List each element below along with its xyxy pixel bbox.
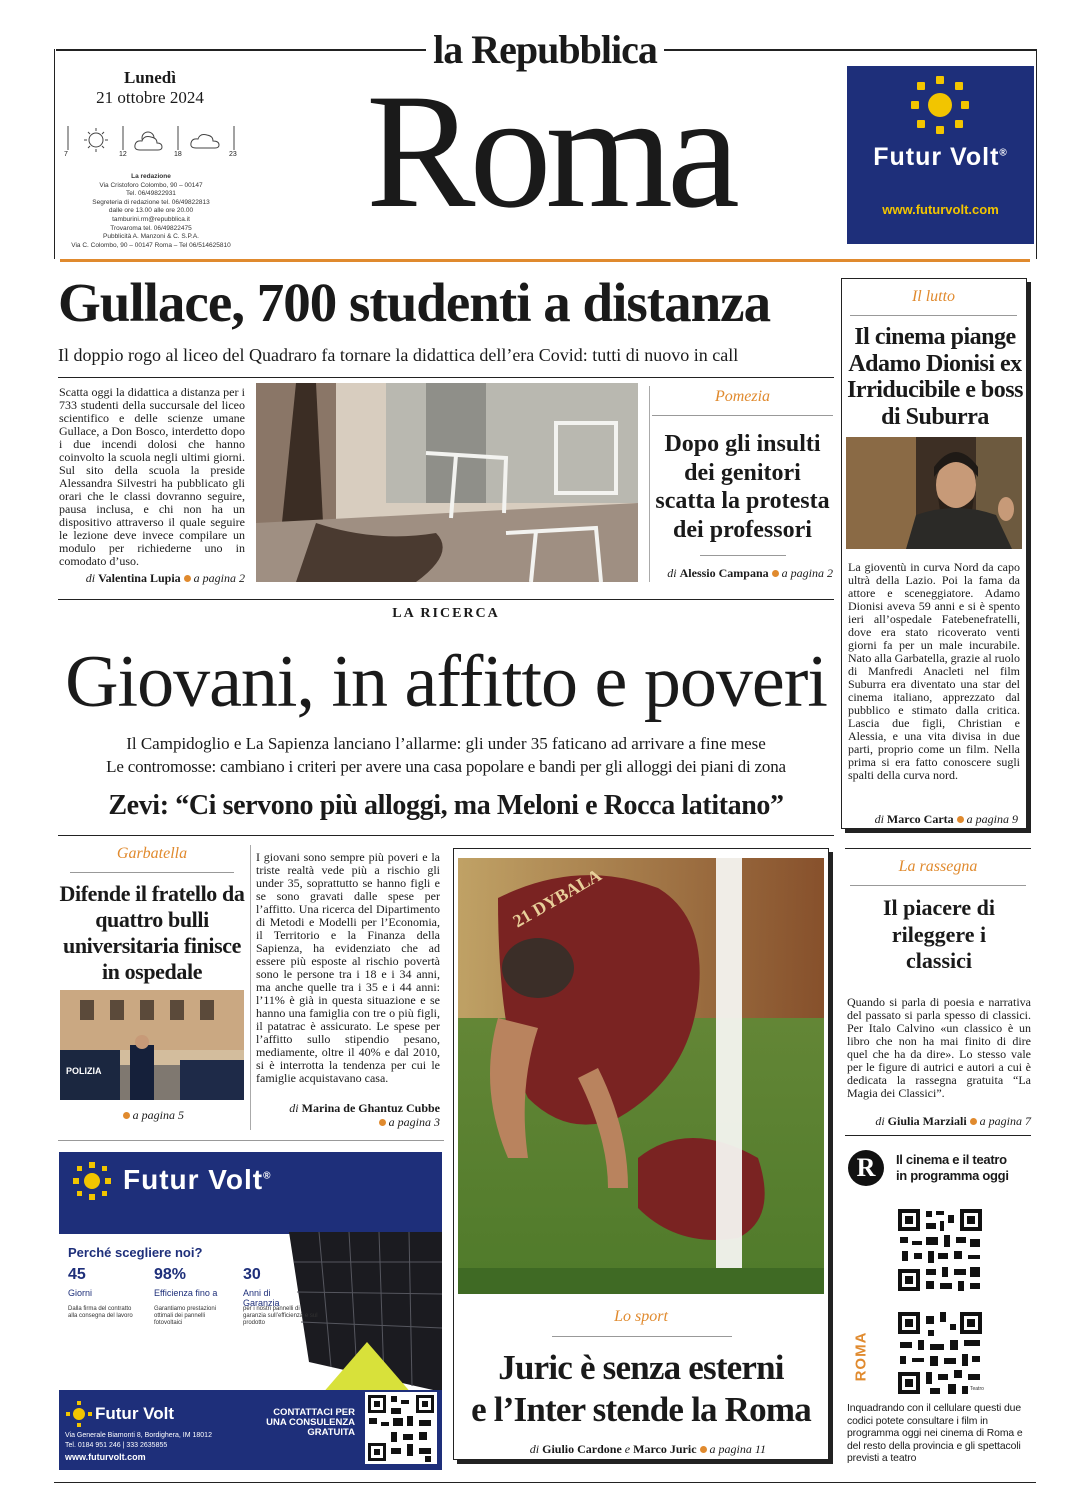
rassegna-kicker: La rassegna <box>898 858 978 875</box>
ricerca-page <box>256 1115 440 1130</box>
cinema-title-2: in programma oggi <box>896 1168 1009 1183</box>
footer-url[interactable]: www.futurvolt.com <box>65 1452 146 1462</box>
redazione-line: Pubblicità A. Manzoni & C. S.P.A. <box>103 233 199 241</box>
date-full: 21 ottobre 2024 <box>96 88 204 107</box>
redazione-box <box>58 173 244 250</box>
sun-logo-icon <box>65 1400 93 1428</box>
edition-title: Roma <box>366 61 734 242</box>
sport-headline-2[interactable]: e l’Inter stende la Roma <box>471 1390 811 1429</box>
rassegna-byline <box>845 1114 1031 1129</box>
col-rule-2 <box>250 845 251 1130</box>
pomezia-rule-2 <box>700 555 786 556</box>
burned-classroom-image <box>256 383 638 582</box>
bullet-dot <box>123 1112 130 1119</box>
ad-question: Perché scegliere noi? <box>68 1245 203 1260</box>
author[interactable]: Marina de Ghantuz Cubbe <box>301 1101 440 1115</box>
garbatella-rule <box>70 872 234 873</box>
cinema-title-1: Il cinema e il teatro <box>896 1152 1007 1167</box>
footer-address: Via Generale Biamonti 8, Bordighera, IM 18012 <box>65 1432 212 1439</box>
ad-url[interactable]: www.futurvolt.com <box>882 202 999 217</box>
redazione-line: tamburini.rm@repubblica.it <box>112 215 190 223</box>
by-prefix: di <box>289 1101 299 1115</box>
frame-left <box>54 49 55 259</box>
stat-desc: per i nostri pannelli di garanzia sull’efficienza e sul prodotto <box>243 1306 318 1326</box>
by-prefix: di <box>85 571 96 585</box>
footer-brand: Futur Volt <box>95 1404 174 1423</box>
bottom-frame-rule <box>54 1482 1036 1483</box>
pomezia-byline <box>652 566 833 581</box>
roma-side-label: ROMA <box>852 1331 870 1382</box>
lead-body: Scatta oggi la didattica a distanza per i 733 studenti della succursale del liceo scientifico e delle scienze umane Gullace, a Don Bosco, interdetto dopo i due incendi dolosi che hanno coinvolto la scuola negli ultimi giorni. Sul sito della scuola la preside Alessandra Silvestri ha pubblicato gli orari che le classi dovranno seguire, pausa inclusa, e chi non ha un dispositivo attraverso il quale seguire le lezione deve invece compilare un modulo per richiederne uno in comodato d’uso. <box>59 385 245 568</box>
bottom-ad-brand <box>123 1164 272 1196</box>
bottom-ad-rule <box>58 1140 444 1141</box>
actor-portrait-image <box>846 437 1022 549</box>
bullet-dot <box>184 575 191 582</box>
page-ref[interactable]: a pagina 7 <box>979 1114 1031 1128</box>
frame-right <box>1036 49 1037 259</box>
date-day: Lunedì <box>124 68 176 87</box>
garbatella-byline <box>60 1108 184 1123</box>
page-ref[interactable]: a pagina 2 <box>193 571 245 585</box>
lead-photo[interactable] <box>256 383 638 582</box>
ricerca-sub-2: Le contromosse: cambiano i criteri per avere una casa popolare e bandi per gli alloggi dei piani di zona <box>106 757 786 776</box>
bullet-dot <box>957 816 964 823</box>
logo-letter: R <box>856 1153 876 1182</box>
author[interactable]: Giulio Cardone <box>542 1442 622 1456</box>
repubblica-r-logo <box>848 1150 884 1186</box>
stat-label: Anni di Garanzia <box>243 1288 280 1308</box>
ad-reg: ® <box>263 1170 272 1182</box>
bullet-dot <box>379 1119 386 1126</box>
qr-label: Teatro <box>970 1386 984 1392</box>
redazione-line: La redazione <box>131 173 171 180</box>
jersey-text: 21 DYBALA <box>509 864 605 932</box>
police-scene-image <box>60 990 244 1100</box>
sun-logo-icon <box>907 72 973 138</box>
sun-icon <box>84 128 108 152</box>
garbatella-photo[interactable] <box>60 990 244 1100</box>
ricerca-byline <box>256 1101 440 1116</box>
lutto-body: La gioventù in curva Nord da capo ultrà della Lazio. Poi la fama da attore e sceneggiatore. Adamo Dionisi aveva 59 anni e si è spento ieri all’ospedale Fatebenefratelli, dove era stato ricoverato venti giorni fa per un male incurabile. Nato alla Garbatella, grazie al ruolo di Manfredi Anacleti nel film Suburra era diventato una star del cinema italiano, apprezzato dal pubblico e stimato dalla critica. Lascia due figli, Christian e Alessia, e una vita divisa in due parti, proprio come un film. Nella prima si era fatto conoscere sugli spalti della curva nord. <box>848 560 1020 782</box>
sport-rule <box>552 1336 732 1337</box>
rassegna-headline[interactable]: Il piacere di rileggere i classici <box>882 895 996 973</box>
lead-subhead: Il doppio rogo al liceo del Quadraro fa tornare la didattica dell’era Covid: tutti di nuovo in call <box>58 345 739 365</box>
lead-headline[interactable]: Gullace, 700 studenti a distanza <box>58 272 771 333</box>
brand-logo: la Repubblica <box>433 27 657 72</box>
lutto-headline[interactable]: Il cinema piange Adamo Dionisi ex Irriducibile e boss di Suburra <box>847 324 1023 430</box>
ad-qr-code[interactable] <box>365 1392 437 1464</box>
ad-brand-text: Futur Volt <box>873 143 1000 171</box>
footer-phones: Tel. 0184 951 246 | 333 2635855 <box>65 1442 168 1449</box>
col-rule <box>649 386 650 582</box>
redazione-line: Segreteria di redazione tel. 06/49822813 <box>92 198 210 206</box>
lutto-rule <box>850 315 1017 316</box>
lead-rule <box>58 377 834 378</box>
sport-byline <box>458 1442 766 1457</box>
author[interactable]: Marco Juric <box>633 1442 697 1456</box>
weather-strip <box>64 124 244 160</box>
orange-rule <box>60 259 1030 262</box>
bullet-dot <box>700 1446 707 1453</box>
stat-value: 45 <box>68 1266 86 1283</box>
ricerca-rule <box>58 599 834 600</box>
sport-kicker: Lo sport <box>614 1308 668 1325</box>
footballer-image <box>458 858 824 1294</box>
temp-1: 7 <box>64 151 68 158</box>
temp-4: 23 <box>229 151 237 158</box>
page-ref[interactable]: a pagina 2 <box>781 566 833 580</box>
rassegna-rule <box>850 885 1026 886</box>
author[interactable]: Alessio Campana <box>679 566 769 580</box>
sport-photo[interactable] <box>458 858 824 1294</box>
top-ad[interactable] <box>847 66 1034 244</box>
lutto-photo[interactable] <box>846 437 1022 549</box>
stat-desc: Garantiamo prestazioni ottimali dei pannelli fotovoltaici <box>154 1306 217 1326</box>
pomezia-headline[interactable]: Dopo gli insulti dei genitori scatta la protesta dei professori <box>655 431 830 543</box>
rassegna-body: Quando si parla di poesia e narrativa del passato si parla spesso di classici. Per Italo Calvino «un classico è un libro che non ha mai finito di dire quel che ha da dire». Lo stesso vale per le figure di autrici e autori a cui è dedicata la rassegna gratuita “La Magia dei Classici”. <box>847 995 1031 1100</box>
by-conj: e <box>624 1442 631 1456</box>
stat-desc: Dalla firma del contratto alla consegna del lavoro <box>68 1306 133 1319</box>
by-prefix: di <box>667 566 677 580</box>
redazione-line: dalle ore 13.00 alle ore 20.00 <box>108 207 194 215</box>
bullet-dot <box>772 570 779 577</box>
redazione-line: Via C. Colombo, 90 – 00147 Roma – Tel 06/514625810 <box>71 241 231 249</box>
lutto-kicker: Il lutto <box>911 288 956 305</box>
top-rule-left <box>56 49 426 51</box>
pomezia-kicker: Pomezia <box>714 388 771 405</box>
redazione-line: Tel. 06/49822931 <box>126 190 176 198</box>
sport-headline-1[interactable]: Juric è senza esterni <box>498 1348 784 1387</box>
ricerca-body: I giovani sono sempre più poveri e la triste realtà vede più a rischio gli under 35, soprattutto se hanno figli e se sono gravati dalle spese per l’affitto. Una ricerca del Dipartimento di Metodi e Modelli per l’Economia, il Territorio e la Finanza della Sapienza, ha evidenziato che ad essere più esposte al rischio povertà sono le persone tra i 18 e i 34 anni, ma anche quelle tra i 35 e i 44 anni: l’11% è già in questa situazione e se hanno una famiglia con tre o più figli, il patatrac è assicurato. Le spese per l’affitto sullo stipendio pesano, mediamente, oltre il 40% e dal 2010, si è interrotta la tendenza per cui le famiglie acquistavano casa. <box>256 850 440 1085</box>
page-ref[interactable]: a pagina 9 <box>966 812 1018 826</box>
ricerca-bottom-rule <box>58 835 834 836</box>
bottom-ad[interactable] <box>59 1152 442 1470</box>
temp-2: 12 <box>119 151 127 158</box>
ad-brand <box>847 143 1034 172</box>
stat-value: 30 <box>243 1266 261 1283</box>
temp-3: 18 <box>174 151 182 158</box>
stat-label: Efficienza fino a <box>154 1288 218 1298</box>
police-car-text: POLIZIA <box>66 1066 102 1076</box>
by-prefix: di <box>874 812 884 826</box>
ricerca-sub-1: Il Campidoglio e La Sapienza lanciano l’allarme: gli under 35 faticano ad arrivare a fine mese <box>126 734 766 753</box>
lead-byline <box>59 571 245 586</box>
bullet-dot <box>970 1118 977 1125</box>
author[interactable]: Marco Carta <box>886 812 954 826</box>
ricerca-label: LA RICERCA <box>392 606 500 621</box>
stat-value: 98% <box>154 1266 187 1283</box>
author[interactable]: Giulia Marziali <box>887 1114 967 1128</box>
top-rule-right <box>664 49 1036 51</box>
ad-reg: ® <box>999 147 1008 159</box>
garbatella-kicker: Garbatella <box>116 845 188 862</box>
author[interactable]: Valentina Lupia <box>98 571 181 585</box>
redazione-line: Trovaroma tel. 06/49822475 <box>110 224 192 232</box>
ricerca-headline[interactable]: Giovani, in affitto e poveri <box>65 641 827 723</box>
rassegna-top-rule <box>845 848 1031 849</box>
footer-cta[interactable]: CONTATTACI PER UNA CONSULENZA GRATUITA <box>266 1407 355 1438</box>
lutto-byline <box>846 812 1018 827</box>
cinema-caption: Inquadrando con il cellulare questi due codici potete consultare i film in programma oggi nei cinema di Roma e del resto della provincia e gli spettacoli previsti a teatro <box>847 1403 1023 1465</box>
rassegna-bottom-rule <box>845 1135 1031 1136</box>
stat-label: Giorni <box>68 1288 93 1298</box>
ad-stats <box>59 1266 318 1346</box>
weather-icons <box>64 124 244 160</box>
pomezia-rule <box>652 415 833 416</box>
by-prefix: di <box>875 1114 885 1128</box>
qr-code-teatro[interactable] <box>896 1310 984 1396</box>
page-ref[interactable]: a pagina 3 <box>388 1115 440 1129</box>
ad-brand-text: Futur Volt <box>123 1164 264 1195</box>
page-ref[interactable]: a pagina 5 <box>132 1108 184 1122</box>
qr-code-cinema[interactable] <box>896 1207 984 1293</box>
redazione-line: Via Cristoforo Colombo, 90 – 00147 <box>99 181 203 189</box>
ricerca-quote[interactable]: Zevi: “Ci servono più alloggi, ma Meloni e Rocca latitano” <box>108 790 784 821</box>
sun-logo-icon <box>71 1160 113 1202</box>
garbatella-headline[interactable]: Difende il fratello da quattro bulli universitaria finisce in ospedale <box>59 881 245 984</box>
page-ref[interactable]: a pagina 11 <box>709 1442 766 1456</box>
by-prefix: di <box>529 1442 540 1456</box>
